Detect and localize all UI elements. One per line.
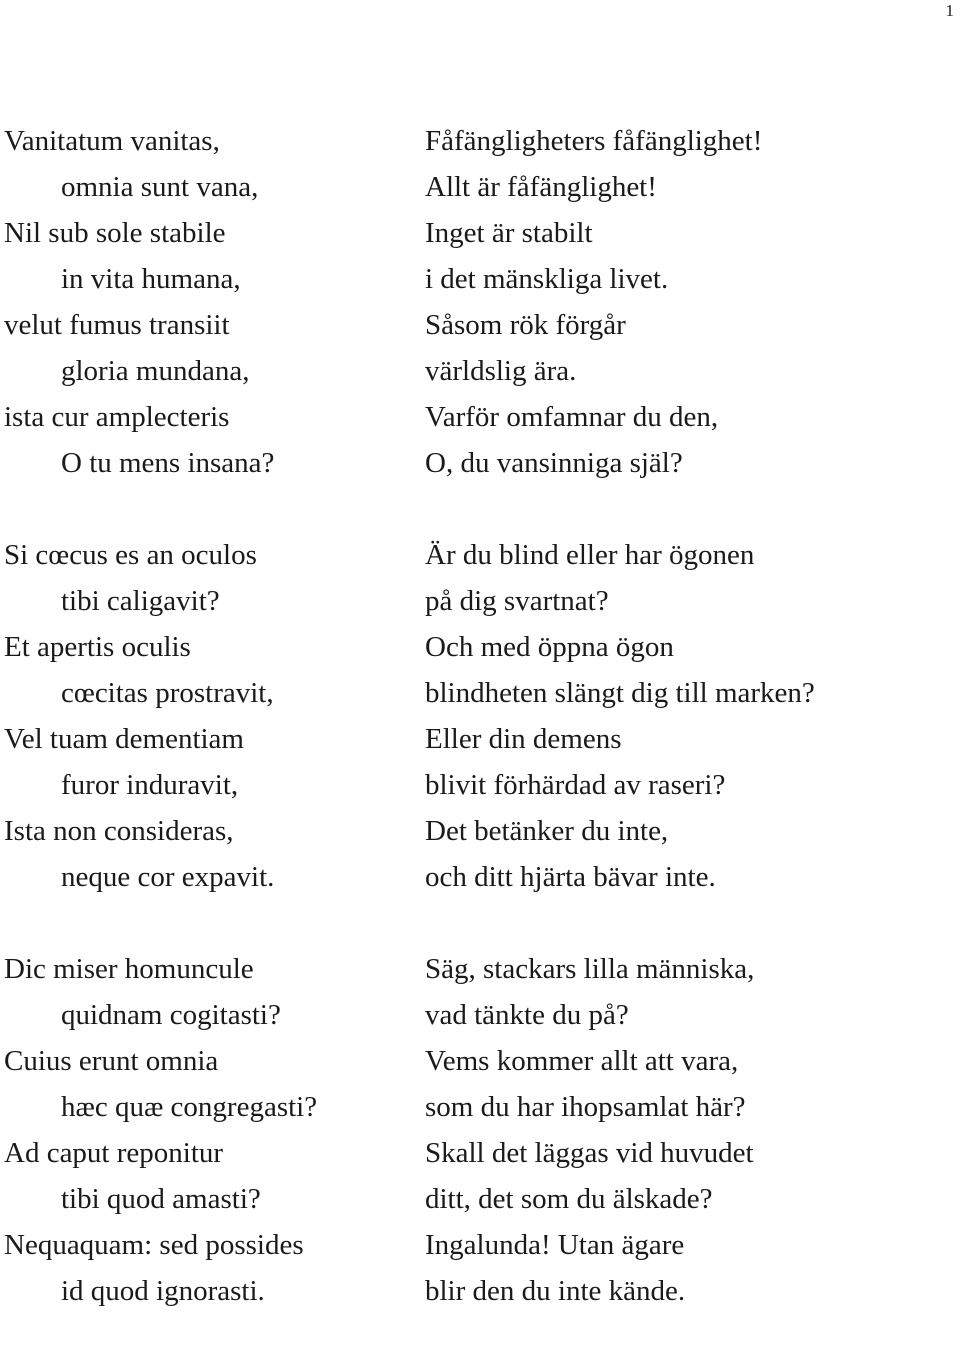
verse-line: neque cor expavit.	[61, 861, 275, 893]
verse-line: och ditt hjärta bävar inte.	[425, 861, 716, 893]
page-number: 1	[945, 1, 954, 20]
verse-line: Vel tuam dementiam	[4, 723, 244, 755]
verse-line: quidnam cogitasti?	[61, 999, 281, 1031]
verse-line: Si cœcus es an oculos	[4, 539, 257, 571]
verse-line: furor induravit,	[61, 769, 239, 801]
verse-line: Eller din demens	[425, 723, 622, 755]
verse-line: blivit förhärdad av raseri?	[425, 769, 726, 801]
verse-line: Och med öppna ögon	[425, 631, 674, 663]
verse-line: omnia sunt vana,	[61, 171, 259, 203]
verse-line: hæc quæ congregasti?	[61, 1091, 318, 1123]
verse-line: cœcitas prostravit,	[61, 677, 274, 709]
verse-line: Såsom rök förgår	[425, 309, 626, 341]
verse-line: ista cur amplecteris	[4, 401, 230, 433]
verse-line: Det betänker du inte,	[425, 815, 669, 847]
verse-line: Vems kommer allt att vara,	[425, 1045, 739, 1077]
verse-line: i det mänskliga livet.	[425, 263, 669, 295]
verse-line: O, du vansinniga själ?	[425, 447, 683, 479]
verse-line: på dig svartnat?	[425, 585, 609, 617]
verse-line: som du har ihopsamlat här?	[425, 1091, 746, 1123]
verse-line: Ista non consideras,	[4, 815, 234, 847]
verse-line: Allt är fåfänglighet!	[425, 171, 657, 203]
verse-line: velut fumus transiit	[4, 309, 230, 341]
stanza-swedish-2	[425, 532, 955, 900]
verse-line: Dic miser homuncule	[4, 953, 254, 985]
verse-line: tibi quod amasti?	[61, 1183, 261, 1215]
verse-line: gloria mundana,	[61, 355, 250, 387]
latin-column	[4, 118, 414, 1360]
verse-line: O tu mens insana?	[61, 447, 275, 479]
verse-line: tibi caligavit?	[61, 585, 220, 617]
verse-line: Säg, stackars lilla människa,	[425, 953, 755, 985]
verse-line: Varför omfamnar du den,	[425, 401, 719, 433]
verse-line: Vanitatum vanitas,	[4, 125, 220, 157]
verse-line: id quod ignorasti.	[61, 1275, 265, 1307]
verse-line: Är du blind eller har ögonen	[425, 539, 755, 571]
verse-line: Et apertis oculis	[4, 631, 191, 663]
verse-line: vad tänkte du på?	[425, 999, 629, 1031]
verse-line: blindheten slängt dig till marken?	[425, 677, 815, 709]
verse-line: ditt, det som du älskade?	[425, 1183, 713, 1215]
stanza-swedish-3	[425, 946, 955, 1314]
verse-line: Cuius erunt omnia	[4, 1045, 219, 1077]
verse-line: blir den du inte kände.	[425, 1275, 686, 1307]
verse-line: världslig ära.	[425, 355, 577, 387]
verse-line: Fåfängligheters fåfänglighet!	[425, 125, 763, 157]
verse-line: Skall det läggas vid huvudet	[425, 1137, 754, 1169]
stanza-latin-2	[4, 532, 414, 900]
verse-line: Ingalunda! Utan ägare	[425, 1229, 685, 1261]
stanza-latin-1	[4, 118, 414, 486]
verse-line: Ad caput reponitur	[4, 1137, 224, 1169]
stanza-swedish-1	[425, 118, 955, 486]
verse-line: Nil sub sole stabile	[4, 217, 226, 249]
verse-line: Nequaquam: sed possides	[4, 1229, 304, 1261]
stanza-latin-3	[4, 946, 414, 1314]
swedish-column	[425, 118, 955, 1360]
verse-line: Inget är stabilt	[425, 217, 593, 249]
verse-line: in vita humana,	[61, 263, 241, 295]
